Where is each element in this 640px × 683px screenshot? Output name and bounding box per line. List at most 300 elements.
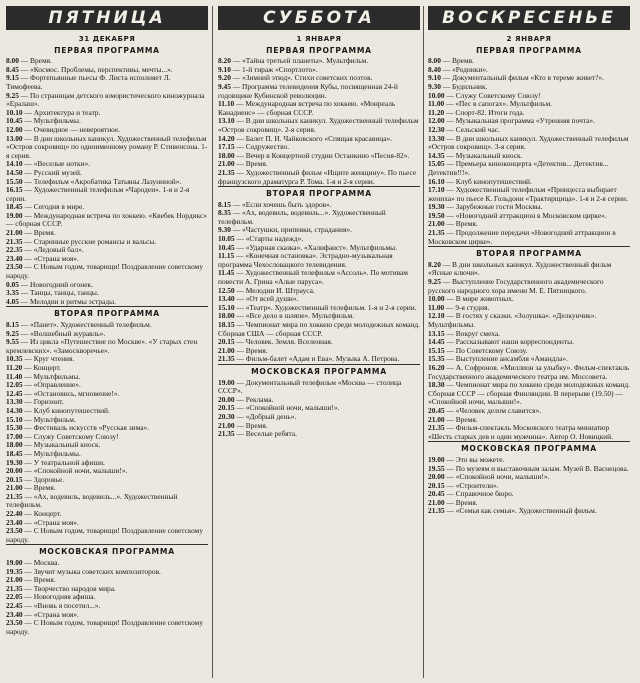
section-separator [428, 246, 630, 247]
entry-text: — «Панет». Художественный телефильм. [20, 320, 152, 329]
entry-time: 12.00 [6, 124, 23, 134]
entry-text: — Музыкальный киоск. [24, 440, 101, 450]
entry-time: 21.00 [6, 228, 23, 238]
entry-text: — Мелодии и ритмы эстрады. [20, 296, 116, 306]
entry-time: 19.30 [428, 202, 445, 212]
entry-time: 13.40 [218, 294, 235, 304]
entry-time: 15.05 [428, 159, 445, 169]
program-title: ПЕРВАЯ ПРОГРАММА [266, 45, 372, 55]
entry-text: — «Волшебный журавль». [20, 328, 106, 338]
entry-time: 11.40 [6, 371, 23, 381]
entry-text: — Художественный фильм «Ищите женщину». По пьесе французского драматурга Р. Тома. 1-я и 2-я серии. [218, 167, 417, 186]
entry-text: — Продолжение передачи «Новогодний аттракцион в Московском цирке». [428, 228, 616, 246]
entry-text: — Телефильм «Акробатика Татьяны Лазуниной». [24, 176, 182, 186]
entry-time: 23.40 [6, 609, 23, 619]
entry-text: — «Космос. Проблемы, перспективы, мечты...». [20, 64, 173, 74]
entry-time: 20.00 [428, 472, 445, 482]
entry-time: 8.40 [428, 64, 441, 74]
entry-time: 9.45 [218, 81, 231, 91]
entry-text: — Круг чтения. [24, 354, 75, 364]
section-separator [6, 544, 208, 545]
entry-time: 12.10 [428, 311, 445, 321]
entry-time: 9.30 [218, 225, 231, 235]
entry-text: — Фильм-спектакль Московского театра миниатюр «Шесть старых дев и один мужчина». Автор О. Новицкий. [428, 423, 613, 441]
entry-text: — Новогодний огонек. [20, 279, 93, 289]
entry-text: — Концерт. [24, 362, 61, 372]
entry-time: 23.50 [6, 526, 23, 536]
entry-text: — Время. [24, 575, 56, 585]
entry-text: — Выступление Государственного академического русского народного хора имени М. Е. Пятницкого. [428, 277, 604, 295]
entry-time: 8.00 [428, 56, 441, 66]
entry-text: — «Ударная сказка». «Халифаист». Мультфильмы. [236, 242, 397, 252]
entry-text: — Время. [446, 414, 478, 424]
entry-time: 12.00 [428, 116, 445, 126]
entry-text: — Вечер в Концертной студии Останкино «Песня-82». [236, 150, 410, 160]
entry-time: 8.20 [428, 259, 441, 269]
entry-time: 14.45 [428, 337, 445, 347]
entry-text: — «Вновь я посетил...». [24, 601, 101, 610]
entry-time: 18.00 [6, 440, 23, 450]
schedule-entry [218, 100, 420, 117]
entry-text: — «Строители». [446, 480, 499, 490]
entry-text: — «Зимний этюд». Стихи советских поэтов. [232, 73, 373, 83]
entry-text: — В дни школьных каникул. Художественный телефильм «Остров сокровищ». 2-я серия. [218, 116, 419, 134]
entry-text: — Художественный телефильм «Чародеи». 1-я и 2-я серии. [6, 185, 190, 203]
entry-time: 10.00 [428, 294, 445, 304]
schedule-entry [6, 493, 208, 510]
entry-text: — Мультфильмы. [24, 371, 81, 381]
section-separator [428, 441, 630, 442]
entry-time: 21.35 [6, 491, 23, 501]
entry-text: — 1-й тираж «Спортлото». [232, 64, 318, 74]
entry-text: — Сельский час. [446, 124, 500, 134]
entry-time: 11.45 [218, 268, 235, 278]
entry-time: 9.25 [428, 277, 441, 287]
entry-time: 8.45 [6, 64, 19, 74]
entry-text: — «Старты надежд». [236, 234, 304, 244]
schedule-entry [218, 117, 420, 134]
entry-text: — Чемпионат мира по хоккею среди молодежных команд. Сборная СССР — сборная Финляндии. В перерыве (19.50) — «Спокойной ночи, малыши!». [428, 380, 630, 407]
entry-text: — «Спокойной ночи, малыши!». [24, 466, 128, 476]
schedule-entry [6, 527, 208, 544]
entry-time: 10.05 [218, 234, 235, 244]
program-title: МОСКОВСКАЯ ПРОГРАММА [251, 366, 387, 376]
entry-text: — «Тайна третьей планеты». Мультфильм. [232, 56, 369, 66]
entry-time: 13.10 [218, 116, 235, 126]
schedule-entry [428, 135, 630, 152]
entry-time: 23.40 [6, 253, 23, 263]
day-header: СУББОТА [218, 6, 420, 30]
schedule-entry [6, 212, 208, 229]
entry-time: 21.35 [428, 228, 445, 238]
entry-time: 19.30 [6, 457, 23, 467]
entry-time: 14.30 [6, 405, 23, 415]
entry-time: 12.30 [428, 124, 445, 134]
entry-time: 19.35 [6, 566, 23, 576]
entry-time: 11.00 [428, 302, 445, 312]
schedule-entry [428, 278, 630, 295]
entry-time: 19.00 [218, 377, 235, 387]
entry-text: — «Страна моя». [24, 517, 79, 527]
entry-time: 19.55 [428, 463, 445, 473]
entry-time: 21.00 [218, 159, 235, 169]
schedule-entry [428, 312, 630, 329]
entry-text: — Человек. Земля. Вселенная. [236, 337, 333, 347]
schedule-entry [6, 135, 208, 161]
entry-time: 12.50 [218, 285, 235, 295]
entry-text: — «Страна моя». [24, 253, 79, 263]
entry-text: — Служу Советскому Союзу! [446, 90, 541, 100]
entry-text: — Танцы, танцы, танцы. [20, 288, 99, 298]
entry-time: 9.55 [6, 337, 19, 347]
entry-time: 16.10 [428, 176, 445, 186]
entry-text: — Клуб кинопутешествий. [446, 176, 532, 186]
entry-text: — Зарубежные гости Москвы. [446, 202, 543, 212]
entry-text: — «Спокойной ночи, малыши!». [446, 472, 550, 482]
entry-text: — «Частушки, припевки, страдания». [232, 225, 352, 235]
entry-text: — Чемпионат мира по хоккею среди молодежных команд. Сборная США — сборная СССР. [218, 320, 420, 338]
entry-text: — Международная встреча по хоккею. «Монреаль Канадиенс» — сборная СССР. [218, 99, 396, 117]
entry-text: — Клуб кинопутешествий. [24, 405, 110, 415]
entry-time: 0.05 [6, 279, 19, 289]
entry-text: — В дни школьных каникул. Художественный телефильм «Остров сокровищ» по одноименному роману Р. Стивенсона. 1-я серия. [6, 133, 208, 160]
entry-text: — Время. [442, 56, 474, 66]
entry-time: 10.45 [218, 242, 235, 252]
entry-time: 19.00 [428, 454, 445, 464]
entry-time: 21.35 [428, 423, 445, 433]
schedule-entry [218, 252, 420, 269]
entry-text: — Мультфильмы. [24, 448, 81, 458]
entry-text: — Звучит музыка советских композиторов. [24, 566, 161, 576]
entry-time: 20.45 [428, 489, 445, 499]
entry-text: — Рассказывают наши корреспонденты. [446, 337, 574, 347]
entry-time: 19.50 [428, 210, 445, 220]
schedule-entry [428, 424, 630, 441]
schedule-entry [428, 261, 630, 278]
entry-time: 15.15 [428, 345, 445, 355]
column-divider [423, 6, 424, 678]
entry-time: 9.25 [6, 328, 19, 338]
entry-text: — «Семья как семья». Художественный фильм. [446, 506, 597, 516]
entry-time: 17.15 [218, 142, 235, 152]
entry-time: 21.35 [6, 236, 23, 246]
entry-time: 19.00 [6, 210, 23, 220]
entry-text: — Мультфильмы. [24, 116, 81, 126]
entry-time: 21.35 [218, 167, 235, 177]
entry-text: — Фестиваль искусств «Русская зима». [24, 423, 150, 433]
entry-text: — Музыкальная программа «Утренняя почта». [446, 116, 595, 126]
entry-text: — Содружество. [236, 142, 290, 152]
entry-time: 20.15 [218, 337, 235, 347]
entry-time: 15.50 [6, 176, 23, 186]
entry-text: — «Остановись, мгновение!». [24, 388, 120, 398]
entry-time: 16.15 [6, 185, 23, 195]
schedule-entry [218, 209, 420, 226]
entry-text: — С Новым годом, товарищи! Поздравление советскому народу. [6, 618, 204, 636]
entry-text: — «Родники». [442, 64, 488, 74]
entry-text: — Документальный телефильм «Москва — столица СССР». [218, 377, 402, 396]
entry-time: 9.15 [6, 73, 19, 83]
schedule-entry [218, 169, 420, 186]
entry-text: — Балет П. И. Чайковского «Спящая красавица». [236, 133, 393, 143]
entry-text: — Здоровье. [24, 474, 65, 484]
date-line: 1 ЯНВАРЯ [296, 34, 342, 43]
entry-time: 11.20 [6, 362, 23, 372]
entry-time: 18.00 [218, 311, 235, 321]
schedule-entry [218, 379, 420, 396]
entry-text: — Мелодии И. Штрауса. [236, 285, 315, 295]
entry-text: — 9-я студия. [446, 302, 490, 312]
entry-time: 10.00 [428, 90, 445, 100]
entry-time: 18.15 [218, 320, 235, 329]
program-title: МОСКОВСКАЯ ПРОГРАММА [461, 444, 597, 454]
entry-text: — «Пес в сапогах». Мультфильм. [446, 99, 552, 109]
schedule-entry [218, 83, 420, 100]
entry-time: 22.05 [6, 592, 23, 602]
entry-time: 21.00 [428, 497, 445, 507]
entry-time: 3.35 [6, 288, 19, 298]
entry-time: 21.00 [6, 483, 23, 493]
entry-text: — Музыкальный киоск. [446, 150, 523, 160]
entry-text: — Спорт-82. Итоги года. [446, 107, 525, 117]
saturday-column [218, 6, 420, 680]
entry-text: — В мире животных. [446, 294, 514, 304]
entry-time: 21.00 [218, 420, 235, 430]
section-separator [218, 364, 420, 365]
entry-time: 20.15 [6, 474, 23, 484]
entry-time: 23.50 [6, 262, 23, 272]
entry-text: — В дни школьных каникул. Художественный фильм «Ясные ключи». [428, 259, 612, 278]
entry-text: — По страницам детского юмористического киножурнала «Ералаш». [6, 90, 205, 109]
entry-time: 13.30 [428, 133, 445, 143]
entry-time: 21.35 [6, 583, 23, 593]
entry-text: — «Конечная остановка». Эстрадно-музыкальная программа Чехословацкого телевидения. [218, 251, 393, 269]
entry-text: — Творчество народов мира. [24, 583, 116, 593]
entry-time: 4.05 [6, 296, 19, 306]
entry-time: 10.35 [6, 354, 23, 364]
entry-time: 14.35 [428, 150, 445, 160]
entry-text: — У театральной афиши. [24, 457, 105, 467]
entry-time: 20.45 [428, 405, 445, 415]
entry-text: — Старинные русские романсы и вальсы. [24, 236, 157, 246]
entry-time: 21.35 [218, 354, 235, 364]
entry-time: 21.00 [428, 219, 445, 229]
entry-time: 20.00 [6, 466, 23, 476]
entry-text: — Время. [24, 483, 56, 493]
entry-text: — С Новым годом, товарищи! Поздравление советскому народу. [6, 262, 204, 281]
entry-time: 18.45 [6, 202, 23, 212]
entry-text: — «Добрый день». [236, 411, 297, 421]
schedule-entry [218, 269, 420, 286]
schedule-entry [6, 263, 208, 280]
entry-time: 9.10 [428, 73, 441, 83]
entry-time: 22.40 [6, 509, 23, 519]
entry-text: — А. Софронов. «Миллион за улыбку». Фильм-спектакль Государственного академического театра им. Моссовета. [428, 362, 630, 381]
entry-time: 13.30 [6, 397, 23, 407]
entry-time: 9.25 [6, 90, 19, 100]
entry-time: 8.35 [218, 208, 231, 218]
entry-text: — Время. [236, 420, 268, 430]
entry-text: — «Ах, водевиль, водевиль...». Художественный телефильм. [218, 208, 386, 226]
entry-text: — Время. [446, 497, 478, 507]
entry-time: 15.35 [428, 354, 445, 364]
schedule-entry [428, 507, 630, 516]
day-header: ПЯТНИЦА [6, 6, 208, 30]
entry-time: 23.50 [6, 618, 23, 628]
entry-text: — Служу Советскому Союзу! [24, 431, 119, 441]
entry-time: 20.15 [428, 480, 445, 490]
program-title: ВТОРАЯ ПРОГРАММА [54, 309, 160, 319]
schedule-entry [6, 74, 208, 91]
entry-time: 9.20 [218, 73, 231, 83]
entry-time: 10.45 [6, 116, 23, 126]
entry-time: 17.10 [428, 185, 445, 195]
schedule-entry [218, 430, 420, 439]
schedule-entry [6, 298, 208, 307]
entry-time: 19.00 [6, 558, 23, 568]
schedule-entry [428, 381, 630, 407]
entry-time: 21.00 [6, 575, 23, 585]
entry-text: — Вокруг смеха. [446, 328, 500, 338]
entry-time: 21.35 [428, 506, 445, 516]
entry-time: 14.20 [218, 133, 235, 143]
entry-text: — Время. [446, 219, 478, 229]
schedule-entry [428, 229, 630, 246]
entry-time: 20.15 [218, 403, 235, 413]
entry-text: — Веселые ребята. [236, 429, 297, 439]
entry-time: 11.10 [218, 99, 235, 109]
entry-time: 15.10 [6, 414, 23, 424]
friday-column [6, 6, 208, 680]
entry-text: — Художественный телефильм «Принцесса выбирает жениха» по пьесе К. Гольдони «Трактирщица». 1-я и 2-я серии. [428, 185, 628, 203]
entry-time: 23.40 [6, 517, 23, 527]
entry-text: — Горизонт. [24, 397, 64, 407]
sunday-column [428, 6, 630, 680]
entry-time: 12.05 [6, 380, 23, 390]
entry-text: — «Ах, водевиль, водевиль...». Художественный телефильм. [6, 491, 178, 510]
entry-text: — «От всей души». [236, 294, 299, 304]
entry-time: 14.10 [6, 159, 23, 169]
entry-text: — «Театр». Художественный телефильм. 1-я и 2-я серии. [236, 302, 417, 312]
entry-time: 13.15 [428, 328, 445, 338]
entry-time: 9.30 [428, 81, 441, 91]
entry-text: — «Новогодний аттракцион в Московском цирке». [446, 210, 607, 220]
entry-text: — Реклама. [236, 394, 274, 404]
entry-time: 12.45 [6, 388, 23, 398]
date-line: 2 ЯНВАРЯ [506, 34, 552, 43]
entry-time: 15.10 [218, 302, 235, 312]
schedule-entry [6, 338, 208, 355]
entry-text: — Новогодняя афиша. [24, 592, 96, 602]
entry-time: 22.35 [6, 245, 23, 255]
entry-time: 21.00 [428, 414, 445, 424]
entry-text: — Время. [236, 159, 268, 169]
schedule-entry [428, 364, 630, 381]
schedule-entry [428, 160, 630, 177]
entry-text: — «Если хочешь быть здоров». [232, 199, 332, 209]
entry-text: — Концерт. [24, 509, 62, 519]
entry-text: — Мультфильм. [24, 414, 76, 424]
entry-text: — В гостях у сказки. «Золушка». «Делкунчик». Мультфильмы. [428, 311, 597, 329]
entry-time: 18.45 [6, 448, 23, 458]
section-separator [6, 306, 208, 307]
entry-time: 14.50 [6, 167, 23, 177]
entry-time: 20.00 [218, 394, 235, 404]
entry-text: — Художественный телефильм «Ассоль». По мотивам повести А. Грина «Алые паруса». [218, 268, 408, 287]
entry-time: 8.00 [6, 56, 19, 66]
program-title: ПЕРВАЯ ПРОГРАММА [476, 45, 582, 55]
entry-time: 22.45 [6, 601, 23, 610]
entry-time: 15.30 [6, 423, 23, 433]
entry-text: — Выступление ансамбля «Амандла». [446, 354, 568, 364]
program-title: ВТОРАЯ ПРОГРАММА [266, 189, 372, 199]
entry-time: 11.20 [428, 107, 445, 117]
entry-time: 21.35 [218, 429, 235, 439]
date-line: 31 ДЕКАБРЯ [78, 34, 136, 43]
entry-text: — С Новым годом, товарищи! Поздравление советскому народу. [6, 526, 204, 544]
schedule-entry [218, 321, 420, 338]
entry-text: — Время. [236, 345, 268, 355]
entry-text: — В дни школьных каникул. Художественный телефильм «Остров сокровищ». 3-я серия. [428, 133, 629, 152]
entry-text: — Москва. [24, 558, 60, 568]
entry-time: 8.15 [218, 199, 231, 209]
entry-time: 17.00 [6, 431, 23, 441]
entry-text: — «Все дело в шляпе». Мультфильм. [236, 311, 354, 321]
entry-time: 16.20 [428, 362, 445, 372]
entry-text: — «Человек делом славится». [446, 405, 542, 415]
section-separator [218, 186, 420, 187]
entry-text: — Время. [20, 56, 52, 66]
entry-text: — По Советскому Союзу. [446, 345, 528, 355]
schedule-entry [428, 186, 630, 203]
entry-text: — По музеям и выставочным залам. Музей В. Васнецова. [446, 463, 629, 473]
program-title: ПЕРВАЯ ПРОГРАММА [54, 45, 160, 55]
entry-text: — «Страна моя». [24, 609, 79, 619]
entry-text: — Из цикла «Путешествие по Москве». «У старых стен кремлевских». «Замоскворечье». [6, 337, 198, 355]
entry-time: 21.00 [218, 345, 235, 355]
day-header: ВОСКРЕСЕНЬЕ [428, 6, 630, 30]
entry-text: — «Веселые нотки». [24, 159, 91, 169]
entry-time: 18.00 [218, 150, 235, 160]
entry-text: — Время. [24, 228, 56, 238]
entry-time: 13.00 [6, 133, 23, 143]
entry-time: 11.00 [428, 99, 445, 109]
schedule-entry [6, 92, 208, 109]
schedule-entry [6, 619, 208, 636]
entry-text: — Программа телевидения Кубы, посвященная 24-й годовщине Кубинской революции. [218, 81, 398, 100]
entry-time: 8.20 [218, 56, 231, 66]
entry-time: 11.15 [218, 251, 235, 261]
entry-text: — «Оправление». [24, 380, 81, 390]
entry-text: — «Спокойной ночи, малыши!». [236, 403, 340, 413]
entry-text: — Документальный фильм «Кто в тереме живет?». [442, 73, 605, 83]
entry-text: — Очевидное — невероятное. [24, 124, 121, 134]
schedule-entry [6, 186, 208, 203]
entry-time: 20.30 [218, 411, 235, 421]
entry-text: — Русский музей. [24, 167, 82, 177]
entry-text: — Сегодня в мире. [24, 202, 85, 212]
entry-text: — Международная встреча по хоккею. «Квебек Нордикс» — сборная СССР. [6, 210, 207, 229]
entry-text: — Это вы можете. [446, 454, 505, 464]
entry-time: 18.30 [428, 380, 445, 390]
entry-text: — Справочное бюро. [446, 489, 514, 499]
entry-text: — Фортепьянные пьесы Ф. Листа исполняет Л. Тимофеева. [6, 73, 171, 91]
entry-text: — Будильник. [442, 81, 488, 91]
entry-text: — Архитектура и театр. [24, 107, 101, 117]
program-title: ВТОРАЯ ПРОГРАММА [476, 249, 582, 259]
entry-text: — Премьера киноконцерта «Детектив... Детектив... Детектив!!!». [428, 159, 609, 177]
entry-text: — «Ледовый бал». [24, 245, 84, 255]
